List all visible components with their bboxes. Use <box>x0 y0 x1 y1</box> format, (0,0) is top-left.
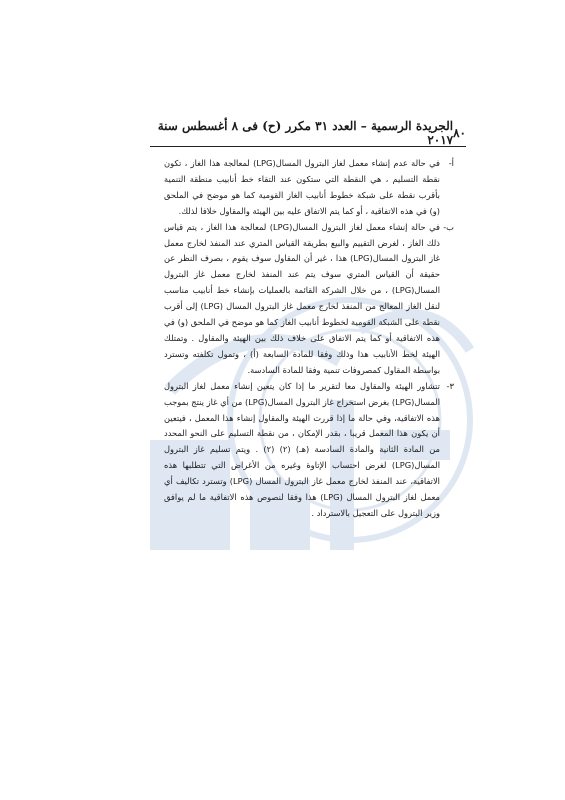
paragraph-text: تتشاور الهيئة والمقاول معا لتقرير ما إذا كان يتعين إنشاء معمل لغاز البترول المسال(LPG) بغرض استخراج غاز البترول المسال(LPG) من أي غاز ينتج بموجب هذه الاتفاقية، وفي حالة ما إذا قررت الهيئة والمقاول إنشاء هذا المعمل ، فيتعين أن يكون هذا المعمل قريبا ، بقدر الإمكان ، من نقطة التسليم على النحو المحدد من المادة الثانية والمادة السادسة (هـ) (٢) (٢) . ويتم تسليم غاز البترول المسال(LPG) لغرض احتساب الإتاوة وغيره من الأغراض التي تتطلبها هذه الاتفاقية، عند المنفذ لخارج معمل غاز البترول المسال (LPG) وتسترد تكاليف أي معمل لغاز البترول المسال (LPG) هذا وفقا لنصوص هذه الاتفاقية ما لم يوافق وزير البترول على التعجيل بالاسترداد . <box>163 380 440 518</box>
paragraph-text: في حالة عدم إنشاء معمل لغاز البترول المسال(LPG) لمعالجة هذا الغاز ، تكون نقطة التسليم ، هي النقطة التي ستكون عند التقاء خط أنابيب منطقة التنمية بأقرب نقطة على شبكة خطوط أنابيب الغاز القومية كما هو موضح في الملحق (و) في هذه الاتفاقية ، أو كما يتم الاتفاق عليه بين الهيئة والمقاول خلافا لذلك. <box>164 158 441 216</box>
paragraph-a <box>164 156 454 220</box>
paragraph-b <box>164 220 454 379</box>
header-divider <box>150 146 466 147</box>
gazette-title: الجريدة الرسمية – العدد ٣١ مكرر (ح) فى ٨ أغسطس سنة ٢٠١٧ <box>157 119 454 147</box>
paragraph-marker: أ- <box>448 158 454 168</box>
paragraph-marker: ٣- <box>446 380 454 391</box>
paragraph-text: في حالة إنشاء معمل لغاز البترول المسال(LPG) لمعالجة هذا الغاز ، يتم قياس ذلك الغاز ، لغرض التقييم والبيع بطريقة القياس المتري عند المنفذ لخارج معمل غاز البترول المسال(LPG) هذا ، غير أن المقاول سوف يقوم ، بصرف النظر عن حقيقة أن القياس المتري سوف يتم عند المنفذ لخارج معمل غاز البترول المسال(LPG) ، من خلال الشركة القائمة بالعمليات بإنشاء خط أنابيب مناسب لنقل الغاز المعالج من المنفذ لخارج معمل غاز البترول المسال (LPG) إلى أقرب نقطة على الشبكة القومية لخطوط أنابيب الغاز كما هو موضح في الملحق (و) في هذه الاتفاقية أو كما يتم الاتفاق على خلاف ذلك بين الهيئة والمقاول . وتمتلك الهيئة لخط الأنابيب هذا وذلك وفقا للمادة السابعة (أ) ، وتمول تكلفته وتسترد بواسطة المقاول كمصروفات تنمية وفقا للمادة السادسة. <box>164 221 441 375</box>
document-body <box>164 156 454 522</box>
page-header <box>150 119 466 147</box>
paragraph-marker: ب- <box>443 221 454 232</box>
page-number: ٨٠ <box>453 126 466 140</box>
paragraph-3 <box>164 379 454 522</box>
